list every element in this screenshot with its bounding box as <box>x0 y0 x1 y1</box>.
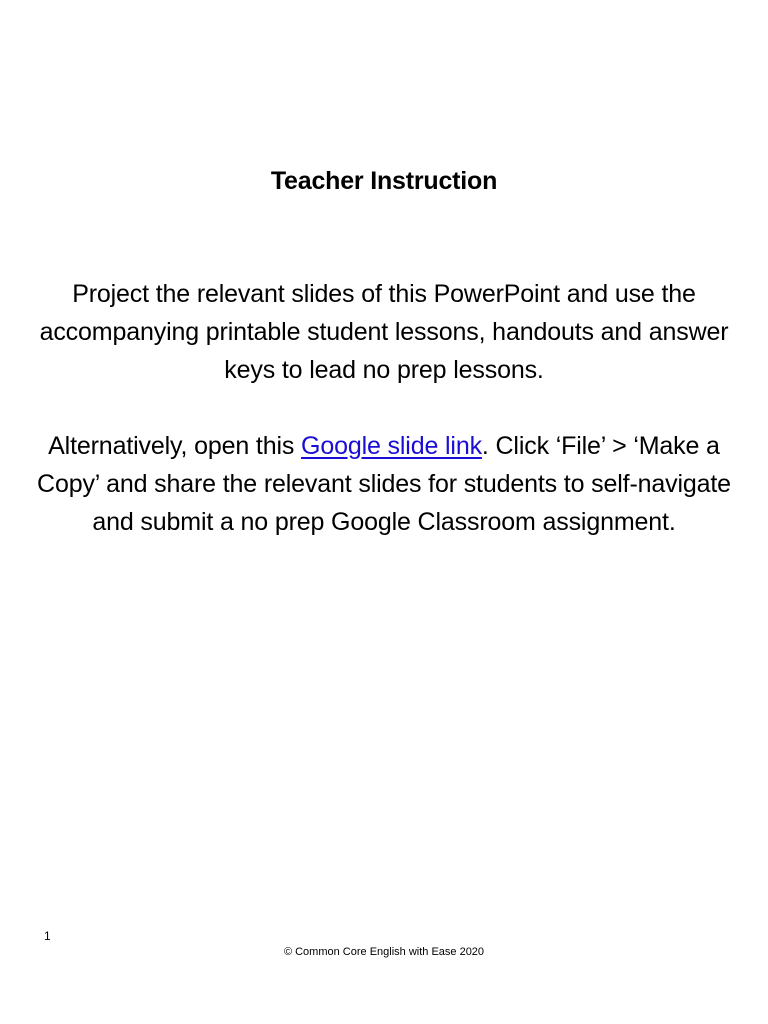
paragraph-2-lead-text: Alternatively, open this <box>48 432 302 460</box>
page-title: Teacher Instruction <box>270 167 498 195</box>
instruction-paragraph-2 <box>30 427 738 541</box>
page-number: 1 <box>44 929 51 943</box>
instruction-paragraph-1: Project the relevant slides of this PowerPoint and use the accompanying printable student lessons, handouts and answer keys to lead no prep lessons. <box>39 280 729 384</box>
google-slide-link[interactable]: Google slide link <box>301 432 482 460</box>
copyright-footer: © Common Core English with Ease 2020 <box>283 946 485 958</box>
paragraph-2-trail-text: . Click ‘File’ > ‘Make a Copy’ and share the relevant slides for students to self-navigate and submit a no prep Google Classroom assignment. <box>37 432 731 536</box>
